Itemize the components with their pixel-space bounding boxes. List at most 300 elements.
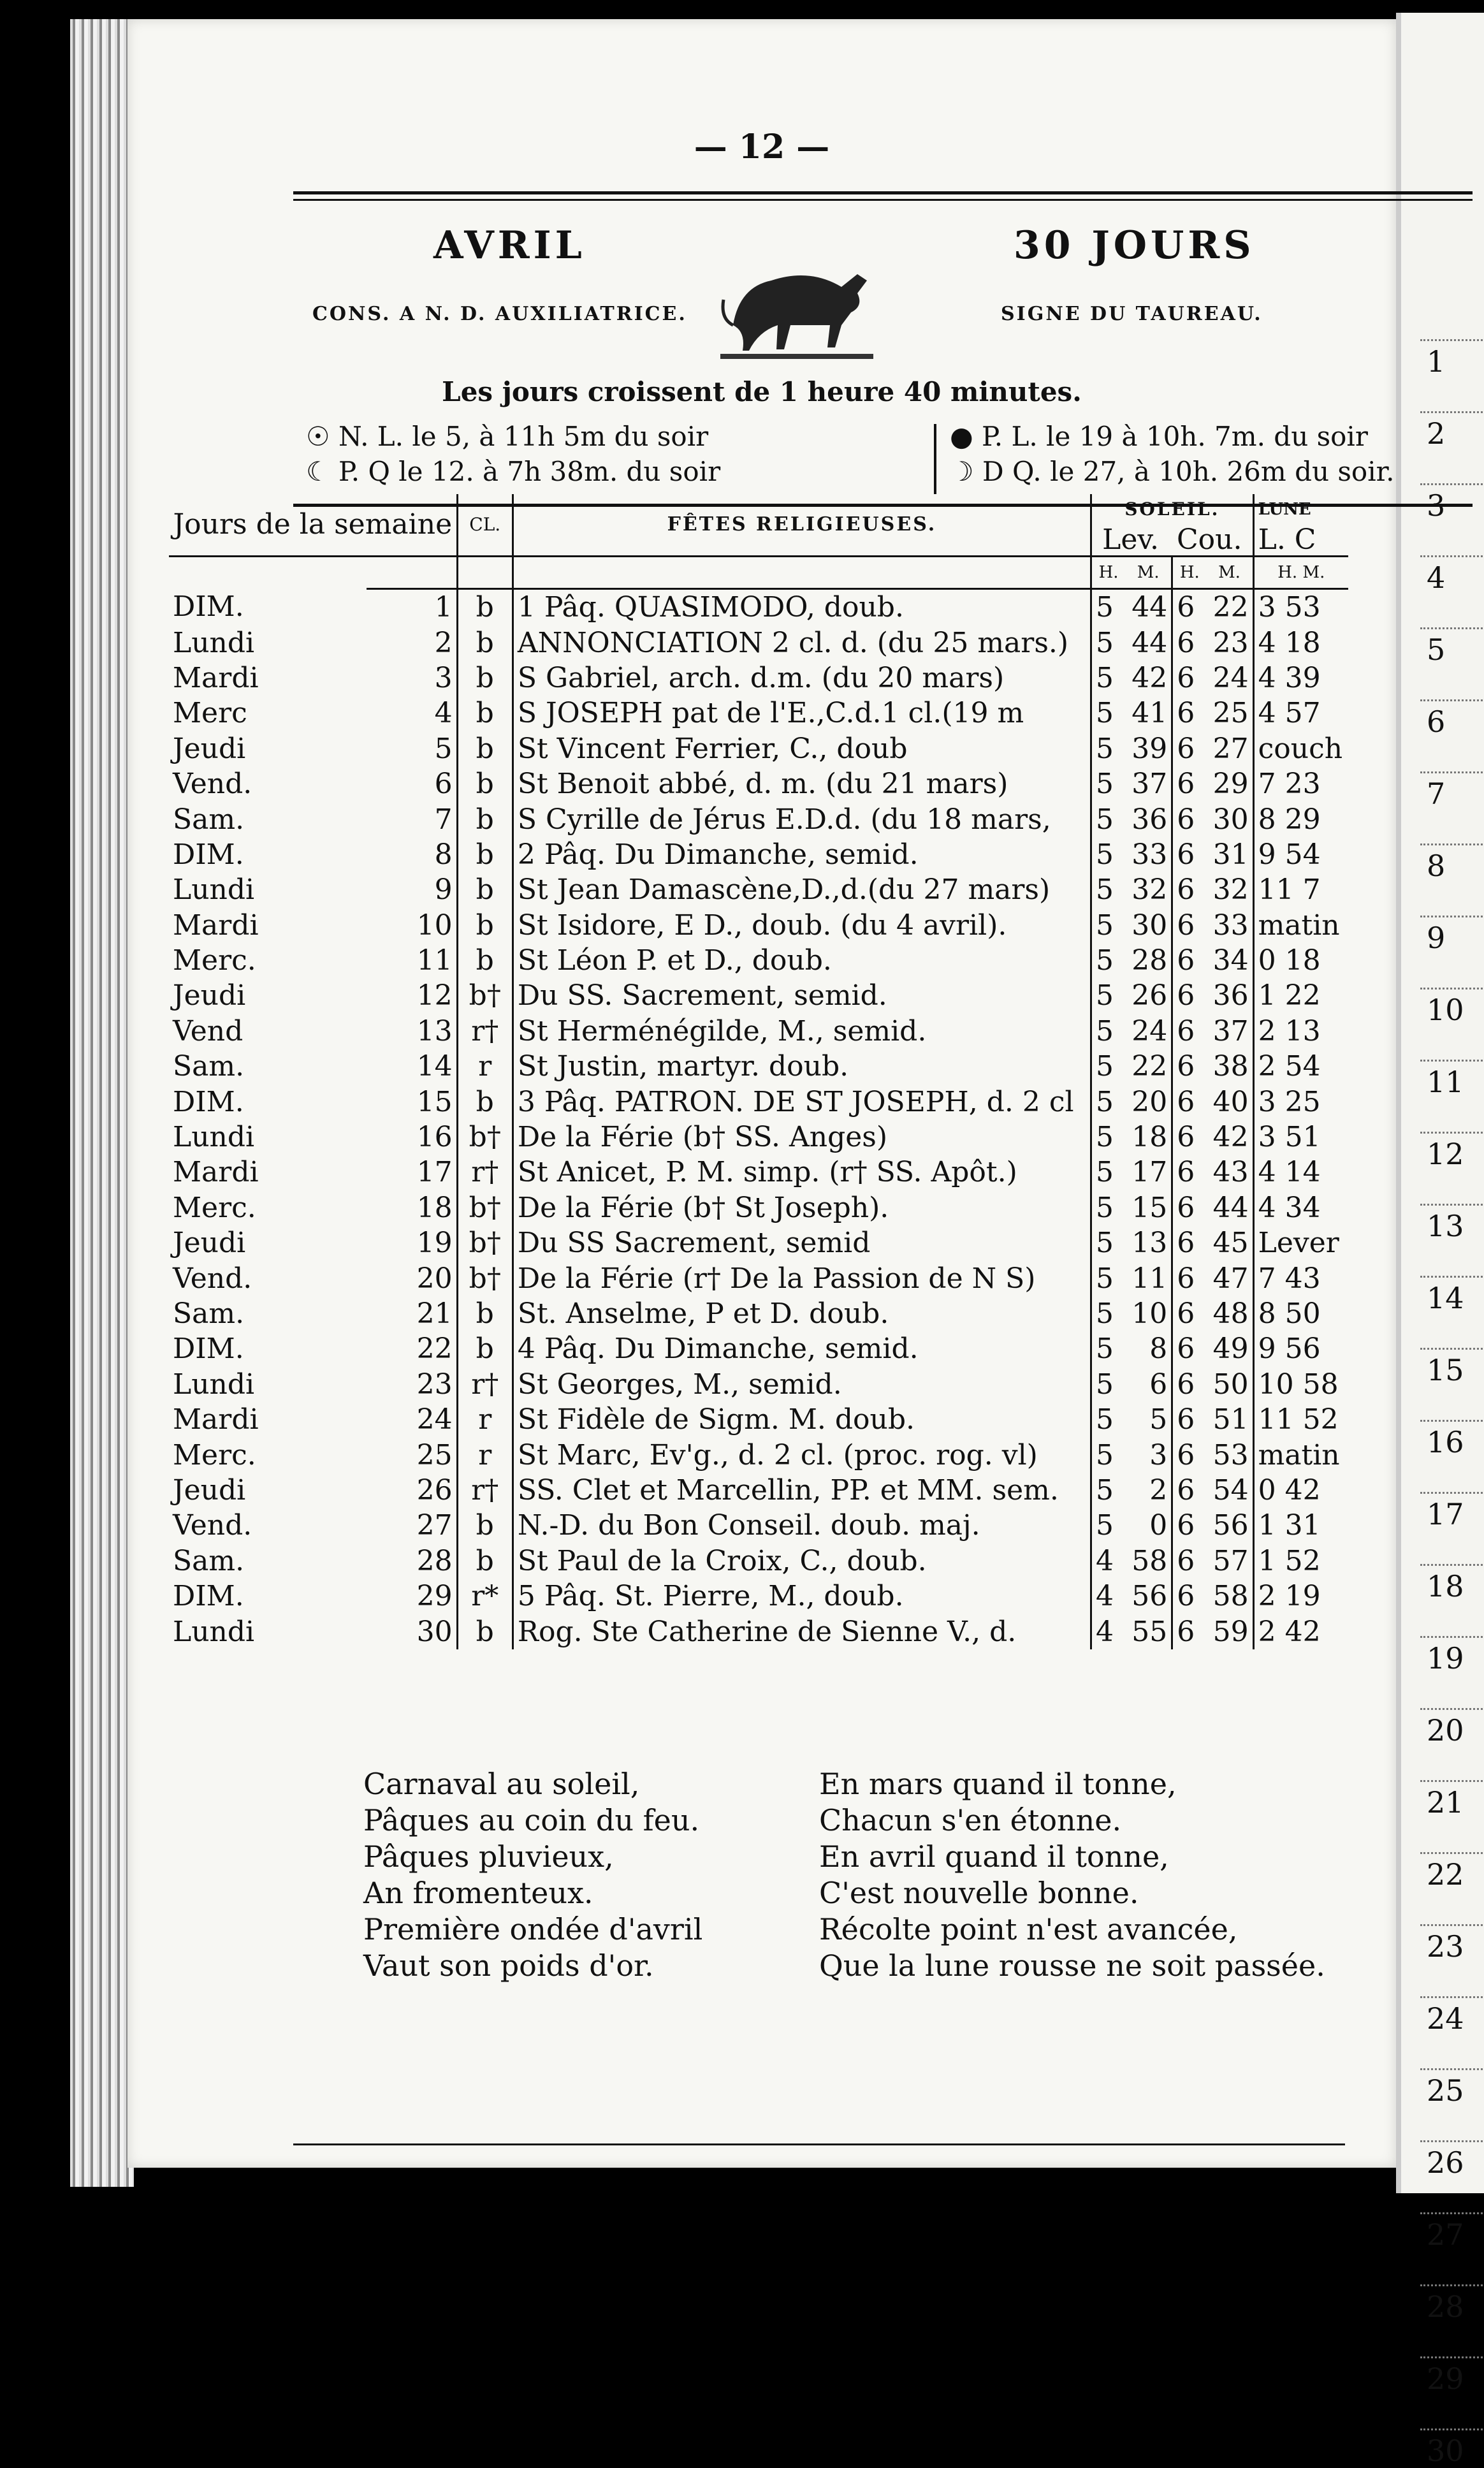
sunset-minute-cell: 32 (1206, 872, 1253, 907)
class-cell: b (457, 943, 513, 978)
edge-rule (1420, 2212, 1484, 2214)
page-number: — 12 — (694, 128, 830, 166)
table-row (169, 801, 1348, 836)
date-cell: 8 (367, 837, 457, 872)
day-cell: DIM. (173, 1580, 244, 1613)
date-cell: 28 (367, 1544, 457, 1579)
table-row (169, 731, 1348, 766)
edge-rule (1420, 2284, 1484, 2286)
edge-number: 3 (1427, 488, 1446, 523)
fete-cell: St Fidèle de Sigm. M. doub. (513, 1402, 1091, 1437)
sunset-minute-cell: 23 (1206, 625, 1253, 660)
sunrise-hour-cell: 5 (1096, 591, 1114, 624)
sunrise-hour-cell: 5 (1096, 979, 1114, 1012)
date-cell: 24 (367, 1402, 457, 1437)
moon-cell: 9 54 (1258, 838, 1321, 871)
last-quarter-text: D Q. le 27, à 10h. 26m du soir. (982, 456, 1395, 487)
sunset-hour-cell: 6 (1177, 909, 1195, 942)
class-cell: b† (457, 1120, 513, 1155)
class-cell: b (457, 589, 513, 625)
day-cell: Lundi (173, 1615, 255, 1648)
edge-rule (1420, 1276, 1484, 1278)
day-cell: Sam. (173, 803, 245, 836)
class-cell: b (457, 908, 513, 943)
new-moon-icon: ☉ (306, 421, 339, 452)
sunrise-minute-cell: 41 (1125, 696, 1172, 731)
edge-number: 26 (1427, 2145, 1464, 2180)
sunrise-hour-cell: 5 (1096, 1191, 1114, 1224)
sunrise-hour-cell: 5 (1096, 661, 1114, 694)
sunset-hour-cell: 6 (1177, 1403, 1195, 1436)
edge-rule (1420, 1708, 1484, 1710)
sunrise-minute-cell: 24 (1125, 1014, 1172, 1049)
poem-line: Première ondée d'avril (363, 1912, 703, 1946)
day-cell: DIM. (173, 590, 244, 624)
sunrise-hour-cell: 5 (1096, 873, 1114, 907)
hm-m2: M. (1206, 557, 1253, 589)
table-row (169, 943, 1348, 978)
table-row (169, 1437, 1348, 1472)
edge-rule (1420, 1564, 1484, 1566)
date-cell: 1 (367, 589, 457, 625)
moon-cell: couch (1258, 732, 1343, 765)
sunrise-hour-cell: 5 (1096, 768, 1114, 801)
day-cell: Mardi (173, 909, 259, 942)
fete-cell: St Anicet, P. M. simp. (r† SS. Apôt.) (513, 1155, 1091, 1190)
edge-rule (1420, 1852, 1484, 1854)
date-cell: 30 (367, 1614, 457, 1649)
sunset-hour-cell: 6 (1177, 944, 1195, 977)
sunset-hour-cell: 6 (1177, 732, 1195, 765)
moon-cell: 3 25 (1258, 1085, 1321, 1118)
poem-line: Vaut son poids d'or. (363, 1948, 654, 1983)
sunset-minute-cell: 57 (1206, 1544, 1253, 1579)
sunset-minute-cell: 22 (1206, 589, 1253, 625)
edge-number: 13 (1427, 1209, 1464, 1243)
sunrise-minute-cell: 28 (1125, 943, 1172, 978)
class-cell: b (457, 696, 513, 731)
edge-number: 18 (1427, 1569, 1464, 1603)
day-cell: Vend (173, 1014, 244, 1048)
sunrise-hour-cell: 5 (1096, 1050, 1114, 1083)
edge-rule (1420, 1996, 1484, 1998)
fete-cell: St Herménégilde, M., semid. (513, 1014, 1091, 1049)
edge-number: 29 (1427, 2362, 1464, 2396)
date-cell: 11 (367, 943, 457, 978)
new-moon (306, 421, 708, 452)
table-row (169, 872, 1348, 907)
sunset-minute-cell: 44 (1206, 1190, 1253, 1225)
table-bottom-rule (293, 2143, 1345, 2145)
day-cell: Sam. (173, 1297, 245, 1330)
moon-cell: 2 19 (1258, 1580, 1321, 1613)
sunrise-minute-cell: 2 (1125, 1473, 1172, 1508)
sunset-hour-cell: 6 (1177, 1085, 1195, 1118)
moon-cell: 0 42 (1258, 1473, 1321, 1507)
day-cell: Jeudi (173, 1473, 246, 1507)
poem-line: Récolte point n'est avancée, (819, 1912, 1238, 1946)
poem-line: Pâques au coin du feu. (363, 1803, 700, 1837)
moon-cell: 4 39 (1258, 661, 1321, 694)
sunset-hour-cell: 6 (1177, 1580, 1195, 1613)
class-cell: b† (457, 978, 513, 1013)
sunset-minute-cell: 27 (1206, 731, 1253, 766)
edge-rule (1420, 1780, 1484, 1782)
class-cell: b (457, 661, 513, 696)
moon-cell: 2 42 (1258, 1615, 1321, 1648)
table-row (169, 978, 1348, 1013)
date-cell: 13 (367, 1014, 457, 1049)
first-quarter-icon: ☾ (306, 456, 339, 487)
edge-rule (1420, 339, 1484, 341)
moon-cell: 1 52 (1258, 1544, 1321, 1577)
hm-lune (1253, 557, 1348, 589)
table-row (169, 1155, 1348, 1190)
month-title: AVRIL (433, 223, 586, 268)
sunrise-minute-cell: 42 (1125, 661, 1172, 696)
class-cell: b† (457, 1190, 513, 1225)
edge-number: 4 (1427, 560, 1446, 595)
date-cell: 14 (367, 1049, 457, 1084)
sunset-minute-cell: 45 (1206, 1225, 1253, 1260)
sunset-minute-cell: 51 (1206, 1402, 1253, 1437)
date-cell: 29 (367, 1579, 457, 1614)
fete-cell: Du SS. Sacrement, semid. (513, 978, 1091, 1013)
table-row (169, 589, 1348, 625)
sunset-hour-cell: 6 (1177, 1227, 1195, 1260)
sunset-hour-cell: 6 (1177, 803, 1195, 836)
sunrise-hour-cell: 5 (1096, 1403, 1114, 1436)
table-row (169, 1296, 1348, 1331)
edge-number: 2 (1427, 416, 1446, 451)
edge-number: 28 (1427, 2289, 1464, 2324)
sunrise-minute-cell: 33 (1125, 837, 1172, 872)
date-cell: 3 (367, 661, 457, 696)
edge-number: 25 (1427, 2073, 1464, 2108)
table-row (169, 1049, 1348, 1084)
date-cell: 27 (367, 1508, 457, 1543)
sunrise-minute-cell: 5 (1125, 1402, 1172, 1437)
poem-line: Pâques pluvieux, (363, 1839, 614, 1874)
sunrise-minute-cell: 8 (1125, 1331, 1172, 1366)
class-cell: b (457, 837, 513, 872)
class-cell: r* (457, 1579, 513, 1614)
edge-rule (1420, 1348, 1484, 1350)
header-lc: L. C (1258, 523, 1316, 556)
table-row (169, 1084, 1348, 1119)
edge-rule (1420, 1204, 1484, 1206)
sunset-minute-cell: 50 (1206, 1367, 1253, 1402)
moon-cell: 11 7 (1258, 873, 1321, 907)
day-cell: Jeudi (173, 732, 246, 765)
day-cell: DIM. (173, 838, 244, 871)
sunrise-minute-cell: 17 (1125, 1155, 1172, 1190)
sunset-hour-cell: 6 (1177, 1297, 1195, 1330)
day-cell: DIM. (173, 1085, 244, 1118)
edge-rule (1420, 988, 1484, 989)
class-cell: b† (457, 1260, 513, 1296)
day-cell: Lundi (173, 873, 255, 907)
hm-lune-m: M. (1302, 563, 1325, 582)
edge-rule (1420, 1132, 1484, 1134)
day-cell: Lundi (173, 1121, 255, 1154)
sunrise-minute-cell: 18 (1125, 1120, 1172, 1155)
next-page-edge (1396, 13, 1484, 2468)
calendar-table (169, 494, 1348, 1649)
fete-cell: N.-D. du Bon Conseil. doub. maj. (513, 1508, 1091, 1543)
date-cell: 21 (367, 1296, 457, 1331)
edge-number: 9 (1427, 921, 1446, 955)
fete-cell: St Jean Damascène,D.,d.(du 27 mars) (513, 872, 1091, 907)
table-row (169, 908, 1348, 943)
sunrise-minute-cell: 15 (1125, 1190, 1172, 1225)
sunrise-hour-cell: 5 (1096, 909, 1114, 942)
sunrise-minute-cell: 55 (1125, 1614, 1172, 1649)
sunrise-minute-cell: 39 (1125, 731, 1172, 766)
class-cell: b (457, 1508, 513, 1543)
sunset-hour-cell: 6 (1177, 1050, 1195, 1083)
fete-cell: De la Férie (b† St Joseph). (513, 1190, 1091, 1225)
sunrise-hour-cell: 5 (1096, 1333, 1114, 1366)
fete-cell: St. Anselme, P et D. doub. (513, 1296, 1091, 1331)
sunrise-minute-cell: 32 (1125, 872, 1172, 907)
date-cell: 12 (367, 978, 457, 1013)
sunset-hour-cell: 6 (1177, 1191, 1195, 1224)
header-lev: Lev. (1102, 523, 1159, 556)
calendar-body (169, 589, 1348, 1649)
sunset-minute-cell: 38 (1206, 1049, 1253, 1084)
sunrise-hour-cell: 5 (1096, 803, 1114, 836)
sunset-minute-cell: 30 (1206, 801, 1253, 836)
table-row (169, 766, 1348, 801)
moon-cell: 4 14 (1258, 1156, 1321, 1189)
sunrise-minute-cell: 37 (1125, 766, 1172, 801)
edge-number: 24 (1427, 2001, 1464, 2036)
fete-cell: Du SS Sacrement, semid (513, 1225, 1091, 1260)
sunrise-hour-cell: 5 (1096, 626, 1114, 659)
sunrise-minute-cell: 44 (1125, 625, 1172, 660)
class-cell: b (457, 872, 513, 907)
sunset-hour-cell: 6 (1177, 1438, 1195, 1471)
moon-cell: 10 58 (1258, 1368, 1339, 1401)
fete-cell: St Isidore, E D., doub. (du 4 avril). (513, 908, 1091, 943)
sunrise-minute-cell: 58 (1125, 1544, 1172, 1579)
poem-right (819, 1766, 1325, 1984)
new-moon-text: N. L. le 5, à 11h 5m du soir (338, 421, 709, 452)
table-row (169, 1120, 1348, 1155)
edge-rule (1420, 1420, 1484, 1422)
fete-cell: ANNONCIATION 2 cl. d. (du 25 mars.) (513, 625, 1091, 660)
moon-cell: 9 56 (1258, 1333, 1321, 1366)
sunset-minute-cell: 37 (1206, 1014, 1253, 1049)
date-cell: 7 (367, 801, 457, 836)
class-cell: b (457, 766, 513, 801)
class-cell: b (457, 1331, 513, 1366)
sunrise-hour-cell: 4 (1096, 1615, 1114, 1648)
date-cell: 16 (367, 1120, 457, 1155)
edge-rule (1420, 916, 1484, 917)
fete-cell: St Vincent Ferrier, C., doub (513, 731, 1091, 766)
sunrise-minute-cell: 11 (1125, 1260, 1172, 1296)
poem-line: En avril quand il tonne, (819, 1839, 1169, 1874)
sunrise-hour-cell: 4 (1096, 1544, 1114, 1577)
sunset-hour-cell: 6 (1177, 1544, 1195, 1577)
day-cell: Sam. (173, 1050, 245, 1083)
date-cell: 25 (367, 1437, 457, 1472)
class-cell: b (457, 1614, 513, 1649)
day-cell: DIM. (173, 1333, 244, 1366)
full-moon-text: P. L. le 19 à 10h. 7m. du soir (982, 421, 1368, 452)
sunset-minute-cell: 43 (1206, 1155, 1253, 1190)
sunset-hour-cell: 6 (1177, 1473, 1195, 1507)
fete-cell: De la Férie (b† SS. Anges) (513, 1120, 1091, 1155)
hm-h1: H. (1091, 557, 1126, 589)
edge-number: 21 (1427, 1785, 1464, 1820)
table-row (169, 625, 1348, 660)
edge-number: 27 (1427, 2217, 1464, 2252)
table-row (169, 1190, 1348, 1225)
edge-rule (1420, 1492, 1484, 1494)
edge-number: 5 (1427, 632, 1446, 667)
moon-cell: 4 57 (1258, 697, 1321, 730)
table-row (169, 1614, 1348, 1649)
fete-cell: 4 Pâq. Du Dimanche, semid. (513, 1331, 1091, 1366)
sunrise-minute-cell: 13 (1125, 1225, 1172, 1260)
fete-cell: St Georges, M., semid. (513, 1367, 1091, 1402)
sunset-hour-cell: 6 (1177, 1262, 1195, 1295)
sunrise-minute-cell: 36 (1125, 801, 1172, 836)
zodiac-sign: SIGNE DU TAUREAU. (1001, 303, 1263, 325)
edge-rule (1420, 2140, 1484, 2142)
sunset-hour-cell: 6 (1177, 626, 1195, 659)
edge-number: 30 (1427, 2434, 1464, 2468)
day-cell: Mardi (173, 1403, 259, 1436)
table-row (169, 1508, 1348, 1543)
class-cell: r† (457, 1155, 513, 1190)
sunrise-hour-cell: 5 (1096, 944, 1114, 977)
sunrise-minute-cell: 30 (1125, 908, 1172, 943)
sunrise-minute-cell: 3 (1125, 1437, 1172, 1472)
day-cell: Mardi (173, 1156, 259, 1189)
sunset-hour-cell: 6 (1177, 661, 1195, 694)
table-row (169, 696, 1348, 731)
moon-cell: 3 51 (1258, 1121, 1321, 1154)
date-cell: 4 (367, 696, 457, 731)
hm-row (169, 557, 1348, 589)
poem-line: An fromenteux. (363, 1876, 593, 1910)
edge-number: 8 (1427, 849, 1446, 883)
sunrise-minute-cell: 22 (1125, 1049, 1172, 1084)
fete-cell: 1 Pâq. QUASIMODO, doub. (513, 589, 1091, 625)
fete-cell: St Marc, Ev'g., d. 2 cl. (proc. rog. vl) (513, 1437, 1091, 1472)
sunset-hour-cell: 6 (1177, 1333, 1195, 1366)
taurus-bull-icon (714, 230, 880, 363)
class-cell: b (457, 1084, 513, 1119)
sunrise-hour-cell: 5 (1096, 1438, 1114, 1471)
date-cell: 23 (367, 1367, 457, 1402)
sunset-hour-cell: 6 (1177, 768, 1195, 801)
hm-lune-h: H. (1277, 563, 1298, 582)
day-cell: Sam. (173, 1544, 245, 1577)
sunrise-hour-cell: 5 (1096, 1014, 1114, 1048)
edge-rule (1420, 2356, 1484, 2358)
full-moon-icon: ● (950, 421, 982, 452)
header-cou: Cou. (1176, 523, 1242, 556)
fete-cell: De la Férie (r† De la Passion de N S) (513, 1260, 1091, 1296)
table-row (169, 1014, 1348, 1049)
moon-cell: 11 52 (1258, 1403, 1339, 1436)
sunset-minute-cell: 58 (1206, 1579, 1253, 1614)
sunrise-minute-cell: 0 (1125, 1508, 1172, 1543)
date-cell: 15 (367, 1084, 457, 1119)
poem-line: Chacun s'en étonne. (819, 1803, 1122, 1837)
edge-rule (1420, 843, 1484, 845)
edge-number: 11 (1427, 1065, 1464, 1099)
moon-cell: 8 50 (1258, 1297, 1321, 1330)
class-cell: r† (457, 1367, 513, 1402)
moon-cell: 4 34 (1258, 1191, 1321, 1224)
last-quarter (950, 456, 1394, 487)
edge-rule (1420, 699, 1484, 701)
fete-cell: SS. Clet et Marcellin, PP. et MM. sem. (513, 1473, 1091, 1508)
day-cell: Merc (173, 697, 247, 730)
edge-number: 23 (1427, 1929, 1464, 1964)
sunset-hour-cell: 6 (1177, 1368, 1195, 1401)
edge-rule (1420, 411, 1484, 413)
moon-cell: 8 29 (1258, 803, 1321, 836)
sunset-minute-cell: 56 (1206, 1508, 1253, 1543)
edge-number: 12 (1427, 1137, 1464, 1171)
edge-number: 20 (1427, 1713, 1464, 1748)
moon-cell: 4 18 (1258, 626, 1321, 659)
edge-number: 15 (1427, 1353, 1464, 1387)
poem-line: Carnaval au soleil, (363, 1767, 640, 1801)
table-row (169, 1473, 1348, 1508)
sunrise-minute-cell: 44 (1125, 589, 1172, 625)
class-cell: b (457, 1544, 513, 1579)
moon-cell: 7 23 (1258, 768, 1321, 801)
date-cell: 10 (367, 908, 457, 943)
header-cl: CL. (457, 494, 513, 557)
sunset-minute-cell: 49 (1206, 1331, 1253, 1366)
sunset-minute-cell: 59 (1206, 1614, 1253, 1649)
sunset-minute-cell: 24 (1206, 661, 1253, 696)
edge-rule (1420, 771, 1484, 773)
date-cell: 18 (367, 1190, 457, 1225)
table-row (169, 1544, 1348, 1579)
sunset-minute-cell: 53 (1206, 1437, 1253, 1472)
edge-number: 22 (1427, 1857, 1464, 1892)
fete-cell: S Gabriel, arch. d.m. (du 20 mars) (513, 661, 1091, 696)
edge-rule (1420, 1636, 1484, 1638)
date-cell: 2 (367, 625, 457, 660)
sunset-minute-cell: 34 (1206, 943, 1253, 978)
poem-left (363, 1766, 702, 1984)
sunset-minute-cell: 54 (1206, 1473, 1253, 1508)
table-row (169, 837, 1348, 872)
moon-cell: 0 18 (1258, 944, 1321, 977)
date-cell: 20 (367, 1260, 457, 1296)
sunset-hour-cell: 6 (1177, 873, 1195, 907)
sunset-hour-cell: 6 (1177, 979, 1195, 1012)
hm-h2: H. (1172, 557, 1207, 589)
sunset-minute-cell: 29 (1206, 766, 1253, 801)
edge-number: 10 (1427, 993, 1464, 1027)
moon-cell: 2 13 (1258, 1014, 1321, 1048)
class-cell: r† (457, 1014, 513, 1049)
sunrise-hour-cell: 5 (1096, 1121, 1114, 1154)
moon-cell: 2 54 (1258, 1050, 1321, 1083)
